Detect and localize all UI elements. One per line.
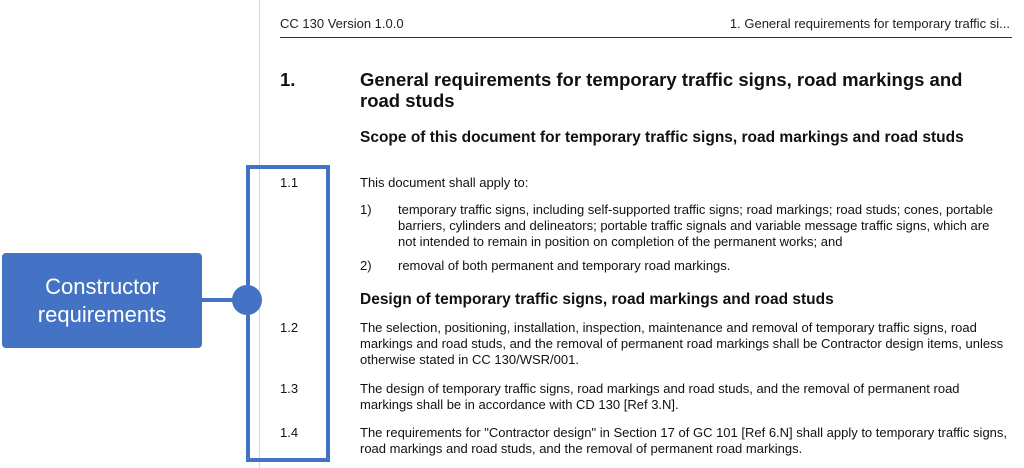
left-margin-area xyxy=(0,0,259,468)
callout-connector-dot xyxy=(232,285,262,315)
header-rule xyxy=(280,37,1012,38)
callout-highlight-box xyxy=(246,165,330,462)
list-item-marker: 2) xyxy=(360,258,372,273)
list-item-text: removal of both permanent and temporary road markings. xyxy=(398,258,731,273)
callout-label: Constructor requirements xyxy=(2,253,202,348)
clause-number-1-4: 1.4 xyxy=(280,425,299,440)
clause-text-1-2: The selection, positioning, installation, inspection, maintenance and removal of temporary traffic signs, road markings and road studs, and the removal of permanent road markings shall be Contractor design items, unless otherwise stated in CC 130/WSR/001. xyxy=(360,320,1004,367)
scope-heading: Scope of this document for temporary traffic signs, road markings and road studs xyxy=(360,129,964,146)
list-item-text: temporary traffic signs, including self-supported traffic signs; road markings; road studs; cones, portable barriers, cylinders and delineators; portable traffic signals and variable message traffic signs, which are not intended to remain in position on completion of the permanent works; and xyxy=(398,202,993,249)
clause-text-1-3: The design of temporary traffic signs, road markings and road studs, and the removal of permanent road markings shall be in accordance with CD 130 [Ref 3.N]. xyxy=(360,381,960,412)
header-doc-version: CC 130 Version 1.0.0 xyxy=(280,16,404,31)
design-heading: Design of temporary traffic signs, road markings and road studs xyxy=(360,291,834,308)
clause-number-1-1: 1.1 xyxy=(280,175,299,190)
list-item-marker: 1) xyxy=(360,202,372,217)
clause-number-1-2: 1.2 xyxy=(280,320,299,335)
section-title: General requirements for temporary traffic signs, road markings and road studs xyxy=(360,69,963,111)
clause-text-1-4: The requirements for "Contractor design" in Section 17 of GC 101 [Ref 6.N] shall apply to temporary traffic signs, road markings and road studs, and the removal of permanent road markings. xyxy=(360,425,1008,456)
header-section-title: 1. General requirements for temporary traffic si... xyxy=(729,16,1010,31)
clause-text-1-1: This document shall apply to: xyxy=(360,175,529,190)
clause-number-1-3: 1.3 xyxy=(280,381,299,396)
section-number: 1. xyxy=(280,69,296,90)
